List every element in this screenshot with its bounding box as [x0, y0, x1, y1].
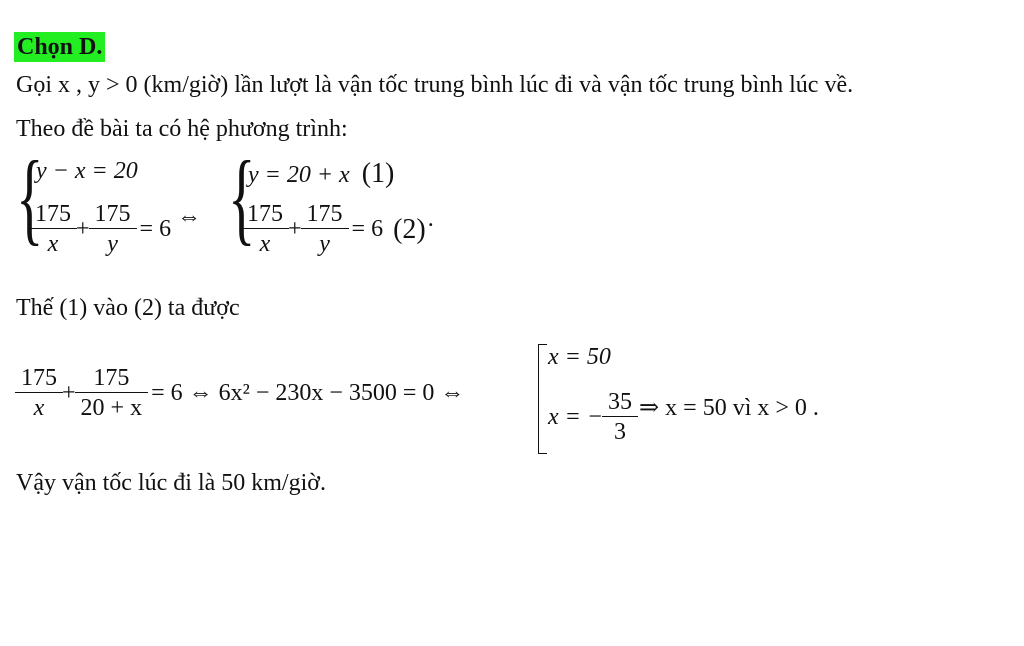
system1-equation-1: y − x = 20	[36, 158, 138, 184]
system-intro-text: Theo đề bài ta có hệ phương trình:	[16, 116, 348, 142]
system2-equation-2: $\frac{175}{x}$ + $\frac{175}{y}$ = 6 (2) .	[242, 200, 434, 259]
fraction-175-over-y-2: $\frac{175}{y}$	[304, 200, 346, 259]
fraction-175-over-x: $\frac{175}{x}$	[32, 200, 74, 259]
fraction-175-over-x-3: $\frac{175}{x}$	[18, 364, 60, 423]
substitution-text: Thế (1) vào (2) ta được	[16, 295, 240, 321]
quadratic-derivation: $\frac{175}{x}$ + $\frac{175}{20 + x}$ = 6 ⇔ 6x² − 230x − 3500 = 0 ⇔	[16, 364, 464, 423]
fraction-35-over-3: $\frac{35}{3}$	[605, 388, 635, 447]
root-bracket	[538, 344, 547, 454]
system2-equation-1: y = 20 + x (1)	[248, 158, 395, 189]
final-answer-text: Vậy vận tốc lúc đi là 50 km/giờ.	[16, 470, 326, 496]
answer-choice-heading: Chọn D.	[14, 32, 105, 62]
root-1: x = 50	[548, 344, 611, 370]
system1-equation-2: $\frac{175}{x}$ + $\frac{175}{y}$ = 6 ⇔	[30, 200, 201, 259]
equivalence-symbol: ⇔	[177, 204, 202, 230]
root-2: x = − $\frac{35}{3}$ ⇒ x = 50 vì x > 0 .	[548, 389, 819, 445]
problem-setup-text: Gọi x , y > 0 (km/giờ) lần lượt là vận tốc trung bình lúc đi và vận tốc trung bình lúc về.	[16, 72, 854, 98]
fraction-175-over-y: $\frac{175}{y}$	[92, 200, 134, 259]
fraction-175-over-x-2: $\frac{175}{x}$	[244, 200, 286, 259]
left-brace-1: {	[16, 140, 44, 255]
fraction-175-over-20-plus-x: $\frac{175}{20 + x}$	[78, 364, 146, 423]
left-brace-2: {	[228, 140, 256, 255]
